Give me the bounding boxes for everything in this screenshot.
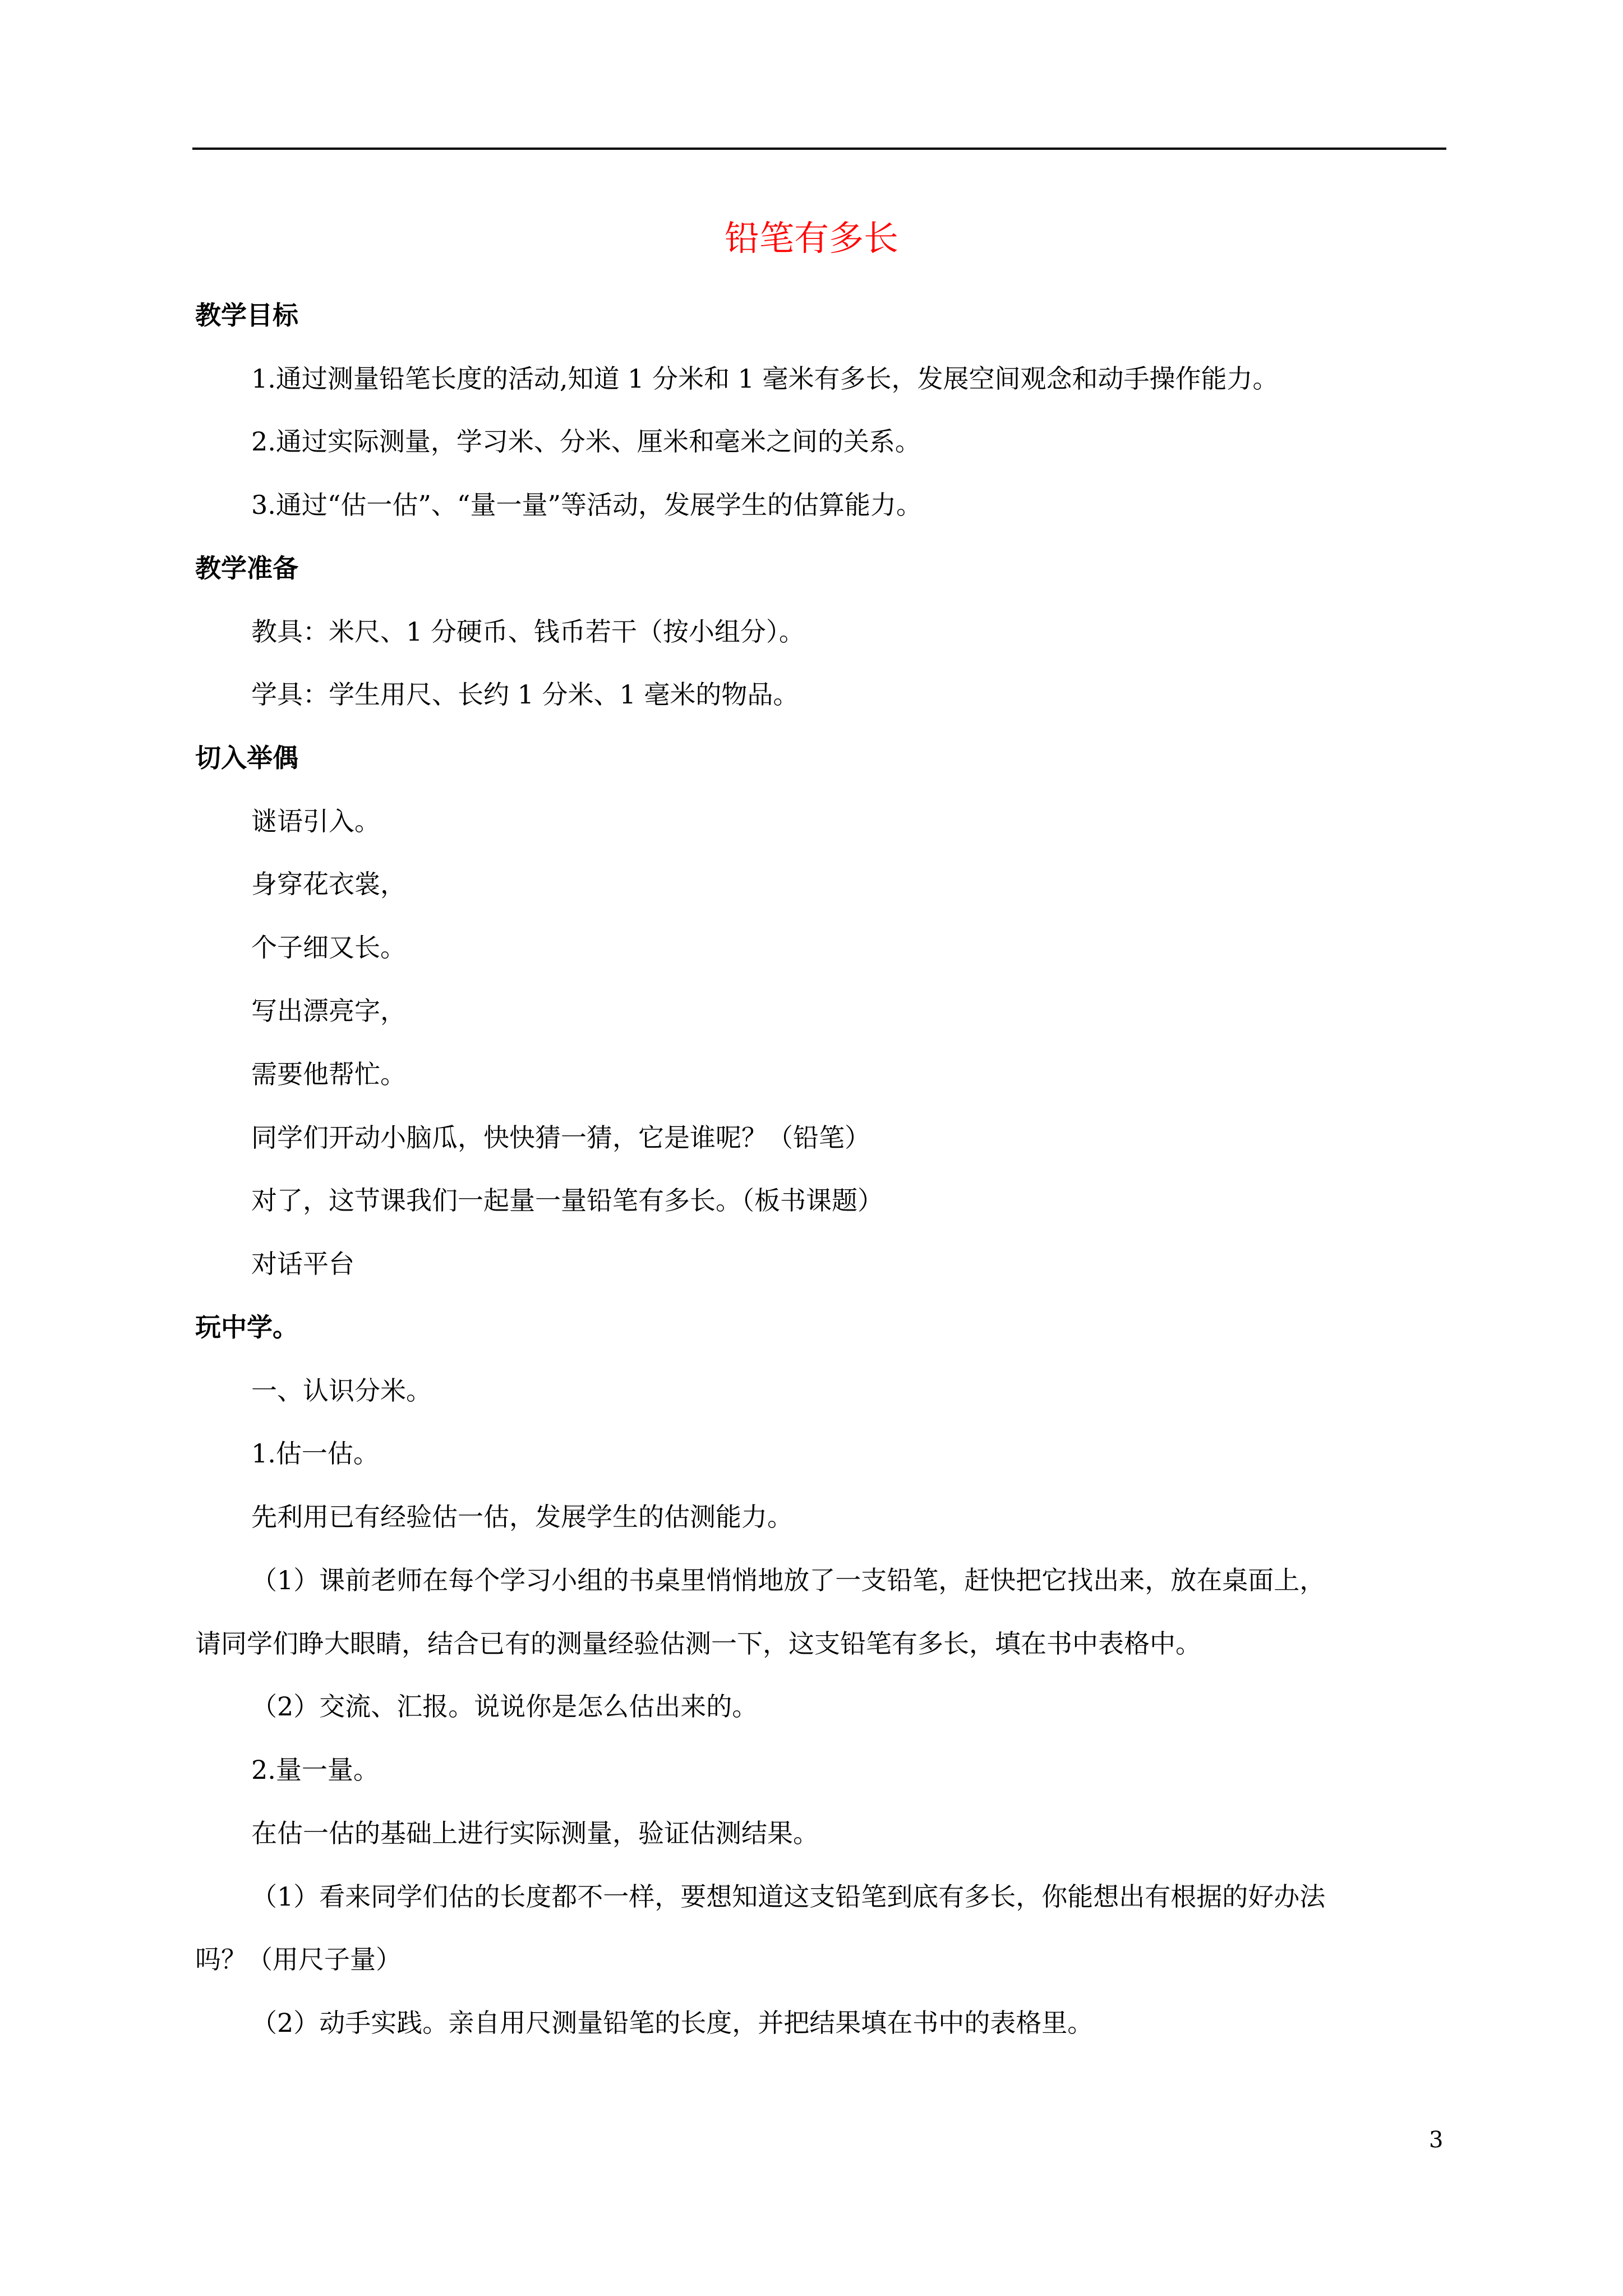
intro-line-3: 个子细又长。 <box>251 932 406 963</box>
section-heading-goals: 教学目标 <box>195 300 298 330</box>
play-line-8: 在估一估的基础上进行实际测量，验证估测结果。 <box>251 1818 819 1848</box>
intro-line-6: 同学们开动小脑瓜，快快猜一猜，它是谁呢？（铅笔） <box>251 1122 870 1153</box>
play-line-2: 1.估一估。 <box>251 1438 379 1469</box>
header-rule <box>192 148 1446 150</box>
section-heading-intro: 切入举偶 <box>195 743 298 773</box>
section-heading-prep: 教学准备 <box>195 553 298 583</box>
intro-line-2: 身穿花衣裳， <box>251 869 406 899</box>
intro-line-4: 写出漂亮字， <box>251 996 406 1026</box>
play-line-10: 吗？（用尺子量） <box>195 1944 402 1975</box>
play-line-11: （2）动手实践。亲自用尺测量铅笔的长度，并把结果填在书中的表格里。 <box>251 2008 1094 2038</box>
prep-line-2: 学具：学生用尺、长约 1 分米、1 毫米的物品。 <box>251 679 799 710</box>
play-line-9: （1）看来同学们估的长度都不一样，要想知道这支铅笔到底有多长，你能想出有根据的好办法 <box>251 1881 1326 1912</box>
goal-line-2: 2.通过实际测量，学习米、分米、厘米和毫米之间的关系。 <box>251 426 921 457</box>
prep-line-1: 教具：米尺、1 分硬币、钱币若干（按小组分）。 <box>251 616 805 647</box>
intro-line-7: 对了，这节课我们一起量一量铅笔有多长。（板书课题） <box>251 1185 883 1216</box>
play-line-1: 一、认识分米。 <box>251 1375 432 1406</box>
play-line-7: 2.量一量。 <box>251 1755 379 1785</box>
play-line-4: （1）课前老师在每个学习小组的书桌里悄悄地放了一支铅笔，赶快把它找出来，放在桌面上， <box>251 1565 1326 1595</box>
goal-line-3: 3.通过“估一估”、“量一量”等活动，发展学生的估算能力。 <box>251 490 922 520</box>
play-line-3: 先利用已有经验估一估，发展学生的估测能力。 <box>251 1502 793 1532</box>
play-line-6: （2）交流、汇报。说说你是怎么估出来的。 <box>251 1691 758 1722</box>
intro-line-5: 需要他帮忙。 <box>251 1059 406 1089</box>
document-title: 铅笔有多长 <box>724 218 898 259</box>
play-line-5: 请同学们睁大眼睛，结合已有的测量经验估测一下，这支铅笔有多长，填在书中表格中。 <box>195 1628 1201 1659</box>
goal-line-1: 1.通过测量铅笔长度的活动,知道 1 分米和 1 毫米有多长，发展空间观念和动手操作能力。 <box>251 364 1279 394</box>
intro-line-1: 谜语引入。 <box>251 806 380 836</box>
section-heading-play: 玩中学。 <box>195 1312 298 1342</box>
page-number: 3 <box>1429 2127 1444 2153</box>
intro-line-8: 对话平台 <box>251 1249 354 1279</box>
